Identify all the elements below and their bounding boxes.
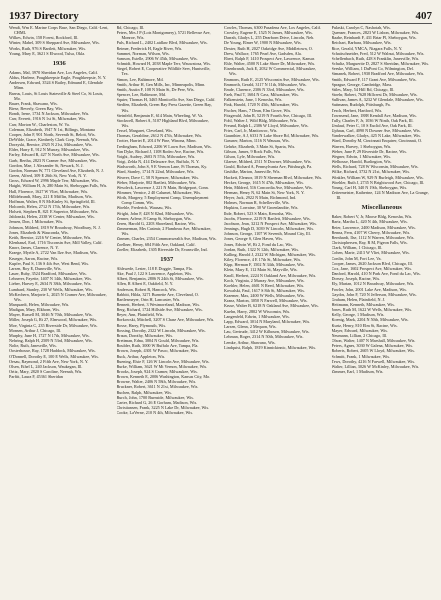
directory-entry: Zinmen, Charles, 2354 Commonwealth Ave, Madison, Wis. — [116, 236, 217, 242]
directory-entry: Woehle, Frederick, Wausau, Wis. — [116, 205, 173, 211]
directory-entry: Browne, Walter, 2406 N 58th, Milwaukee, Wis. — [116, 379, 197, 385]
directory-entry: Lieber, Harvey E, 2634 N 38th, Milwaukee, Wis. — [9, 281, 92, 287]
directory-entry: Gruhlke, Marion, Janesville, Wis. — [224, 169, 281, 175]
directory-entry: Zeitermeister, Katherine, 124 N Madison Ave, La Grange, Ill. — [331, 190, 429, 201]
directory-entry: Stedfen, Elizabeth, Green Bay Press Gazette, Green Bay, Wis. — [116, 102, 212, 113]
directory-entry: Bruckner, Robert, 3611 N 21st, Milwaukee, Wis. — [116, 384, 199, 390]
directory-entry: Gibson, James, 9 Rock Falls, Wis. — [224, 148, 282, 154]
directory-columns — [9, 25, 432, 598]
directory-entry: Lindquist, Ralph, 1819 Kinnickinnic, Milwaukee, Wis. — [224, 344, 317, 350]
directory-entry: Bauer, Frank, Shawano, Wis. — [9, 100, 58, 106]
directory-entry: Jacobson, Jean, 3212 N Prospect Ave, Milwaukee, Wis. — [224, 220, 317, 226]
directory-entry: Wirth, Margery, 5 Employment Comp, Unemployment Comp Comm, Wis. — [116, 195, 209, 206]
directory-entry: Cowles, Thomas, 6300 Pasadena Ave, Los Angeles, Calif. — [224, 25, 322, 30]
directory-entry: Danford, Harold, 410 N Park Ave, Fond du Lac, Wis. — [331, 271, 421, 277]
page-number: 407 — [415, 10, 432, 22]
directory-entry: Johnson, Mildred, 1819 W Broadway, Woodbury, N. J. — [9, 224, 101, 230]
directory-entry: Clark, William, 1 Chicago, Ill. — [331, 245, 383, 251]
directory-entry: Buening, Elsie F, 126 W Lincoln Ave, Milwaukee, Wis. — [116, 358, 210, 364]
directory-entry: Hopkins, Lorraine, 30 W Groenlandite, Wis. — [224, 205, 299, 211]
directory-entry: Stockwell, Robert A, 5107 Highland Blvd, Milwaukee, Wis. — [116, 117, 209, 128]
directory-entry: Zoellner, Henry, 684 Fifth Ave, Oakland, Calif. — [116, 241, 196, 247]
directory-entry: Fohl, Walter J, Wild Bldg, Milwaukee, Wis. — [224, 117, 298, 123]
directory-entry: Cox, Jane, 1602 Prospect Ave, Milwaukee, Wis. — [331, 265, 413, 271]
directory-entry: Ihde, Robert, 523 S Main, Kenosha, Wis. — [224, 210, 293, 216]
directory-entry: Tredingham, Edward, 2206 W Lawn Ave, Madison, Wis. — [116, 143, 212, 149]
directory-entry: Bartz, Martha L, 420 N 4th, Milwaukee, Wis. — [331, 219, 408, 225]
directory-entry: Weber, Marjorie, 802 Bartlett, Milwaukee, Wis. — [116, 179, 197, 185]
directory-entry: Kiley, Florence, 4 E 17th St, Milwaukee, Wis. — [224, 257, 302, 263]
section-heading: 1936 — [52, 59, 66, 67]
directory-entry: Beier, Lawrence, 2400 Madison, Milwaukee, Wis. — [331, 224, 416, 230]
directory-entry: Cohen, Marie, 2413 W Vliet, Milwaukee, Wis. — [331, 250, 410, 256]
directory-entry: Murphy, June H, 1727 N 17th, Milwaukee, Wis. — [9, 332, 90, 338]
directory-entry: Hackett, Eleanor, 1819 N Sherman Blvd, Milwaukee, Wis. — [224, 174, 323, 180]
directory-entry: Carr, Morton W., Charleston, W. Va. — [9, 121, 70, 127]
directory-entry: Smith, Edward F, 117 Grant Ave, Milwaukee, Wis. — [331, 76, 417, 82]
directory-entry: Roberts, Robert, 2605 W Lloyd, Milwaukee, Wis. — [331, 348, 415, 354]
directory-entry: Weber, June P, 29 Riverside Dr, Racine, Wis. — [331, 148, 407, 154]
directory-entry: Reichart, Barbara, Milwaukee, Wis. — [331, 40, 392, 46]
directory-entry: Pulaski, Carolyn C, Nashotah, Wis. — [331, 25, 391, 30]
directory-entry: Buck, Arthur, Appleton, Wis. — [116, 353, 166, 359]
directory-entry: Fischer, Hans, 7 Dean, Elm Grove, Wis. — [224, 107, 292, 113]
directory-entry: Lapp, Edward, 3014 N Maryland, Milwaukee, Wis. — [224, 318, 311, 324]
running-head — [9, 10, 432, 24]
directory-entry: Herman, Henry N, 62 Main St, New York, N. Y. — [224, 190, 305, 195]
directory-entry: Bennett, Herbert, 3 Westmoreland, Madison, Wis. — [116, 301, 201, 307]
directory-entry: Christiansen, Frank, 3225 N Lake Dr, Milwaukee, Wis. — [116, 405, 210, 411]
directory-entry: Walter, Lillian, 3026 W McKinley, Milwaukee, Wis. — [331, 363, 420, 369]
directory-entry: Spencer, Lee, Baltimore, Md. — [116, 92, 166, 98]
directory-entry: Larsen, Roy E, Dunnville, Wis. — [9, 265, 62, 271]
directory-entry: Gaydos, John F, 720 N Jefferson, Milwaukee, Wis. — [331, 291, 417, 297]
directory-entry: Wimmer, Vernice, 2 40 Calumet, Milwaukee, Wis. — [116, 190, 202, 195]
directory-entry: Aldus, Harlene, Poughkeepsie Eagle, Poughkeepsie, N. Y. — [9, 75, 107, 81]
directory-entry: Gehrke, Elizabeth, 3 Main St, Sparta, Wis. — [224, 143, 296, 149]
directory-entry: Cooke, LaVerne, 210 N 4th, Milwaukee, Wis. — [116, 410, 194, 416]
directory-entry: Rice, Gerald, YMCA, Niagara Falls, N. Y. — [331, 45, 403, 51]
directory-entry: Schmitt, Frank, 1 Milwaukee, Wis. — [331, 353, 391, 359]
directory-entry: Wendt, Wm E. Marine Corps Base, San Diego, Calif.-Lent, CHML — [9, 25, 109, 36]
directory-entry: Emmorth, Gerald, 3117 N 11th, Milwaukee, Wis. — [224, 81, 307, 87]
directory-entry: Sprague, George, Cambridge, Mass. — [331, 81, 393, 87]
directory-entry: Jones, Ruth M, 1622 W Wells, Milwaukee, Wis. — [331, 307, 413, 313]
directory-entry: Brown, Joseph, 4301 W Pasco, Milwaukee, Wis. — [116, 348, 199, 354]
directory-entry: Beyer, Ann, Plainfield, Wis. — [116, 312, 164, 318]
directory-entry: Fowler, John, 2001 Lake Ave, Madison, Wis. — [331, 286, 407, 292]
directory-entry: Cooper, James, 2620 Jackson Blvd, Chicago, Ill. — [331, 260, 413, 266]
directory-entry: Monsen, Arthur J, Chicago, Ill. — [9, 327, 62, 333]
directory-entry: Brettman, Edna, 3004 N Gould, Milwaukee, Wis. — [116, 338, 200, 344]
directory-entry: Suttmann, Rudolph, Pittsburgh, Pa. — [331, 102, 391, 108]
directory-entry: Madigan, Mary, Elkhorn, Wis. — [9, 307, 61, 313]
directory-entry: Zimmer, Earl, 1 Madison, Wis. — [331, 369, 384, 374]
directory-entry: Emde, Clarence, 2306 N 33rd, Milwaukee, Wis. — [224, 86, 305, 92]
directory-entry: Emmons, Ruth E, 2125 Wisconsin Ave, Milwaukee, Wis. — [224, 76, 320, 82]
directory-entry: Darrah, Gladys L, 255 Dearborn Drive, Lincoln, Neb. — [224, 35, 315, 41]
directory-entry: Green, Alfred, 309 E 26th St, New York, N. Y. — [9, 173, 87, 179]
directory-entry: Koenig, Mark, 2204 N 50th, Milwaukee, Wis. — [331, 317, 409, 323]
directory-entry: Lauer, Ruby, 3524 Bradford, Milwaukee, Wis. — [9, 271, 87, 277]
directory-entry: Kalling, Harold J, 2322 W Michigan, Milwaukee, Wis. — [224, 251, 316, 257]
directory-entry: Winkler, William W, 929 N Burleigh, Milwaukee, Wis. — [331, 174, 424, 180]
directory-entry: Kraemer, Max, 2400 W Wells, Milwaukee, Wis. — [224, 293, 305, 299]
directory-entry: Nolte, Ruth, Janesville, Wis. — [9, 343, 57, 349]
directory-entry: Biese, Beverly, Green Bay, Wis. — [9, 106, 63, 112]
directory-entry: Puls, Richard L, 2402 Laidlaw Blvd, Milwaukee, Wis. — [116, 40, 208, 46]
directory-entry: Bernhardt, Ilse, 1112 N Warren, Milwaukee, Wis. — [331, 234, 415, 240]
running-title: 1937 Directory — [9, 10, 79, 22]
directory-entry: Schultz, Marguerite D, 2827 S Sheridan, Milwaukee, Wis. — [331, 61, 430, 67]
directory-entry: Dorzyski, Bernice, 2925 N 21st, Milwaukee, Wis. — [9, 142, 93, 148]
directory-entry: Umlauf, Peter C, 10 S Euclid Ave, Oak Park, Ill. — [331, 122, 413, 128]
directory-entry: Baker, Robert V, Jr, Moose Bldg, Kenosha, Wis. — [331, 214, 413, 220]
directory-entry: Kraege, Myrtle A, 2722 Van Ilze Ave, Madison, Wis. — [9, 250, 98, 256]
directory-entry: Welhouse, Harold, Burlington, Wis. — [331, 159, 392, 165]
directory-entry: Holmes, Norman R, Schellerville, Wis. — [224, 200, 290, 206]
directory-entry: Woehler, Ruth J, 2735 N Brightwood Ave, Chicago, Ill. — [331, 179, 425, 185]
directory-entry: Van Dyke, Richard J, 1108 Rodeo Ave, Racine, Wis. — [116, 148, 205, 154]
directory-entry: Braun, Dorothy, Milwaukee, Wis. — [116, 332, 174, 338]
directory-entry: Anderson, Robert R, Hancock, Wis. — [116, 286, 177, 292]
directory-entry: Bosse, Harry, Plymouth, Wis. — [116, 322, 167, 328]
directory-entry: Ehle, Walter, 4500 N Lake Shore Dr, Milwaukee, Wis. — [224, 61, 316, 67]
directory-entry: Zenner, Arlene, 8 Camp St, Sheboygan, Wis. — [116, 215, 192, 221]
directory-entry: Townsend, Jane, 1888 Kendall Ave, Madison, Wis. — [331, 112, 417, 118]
directory-entry: Gross, Edward W, 2996 Maple Terr, Milwaukee, Wis. — [9, 178, 99, 184]
directory-entry: Miller, Joseph G, Rt 27, Elmwood, Milwaukee, Wis. — [9, 317, 98, 323]
directory-entry: Fitzgerald, John R, 5219 N Fourth Ave, Chicago, Ill. — [224, 112, 312, 118]
directory-entry: Lehman, Roger, 2314 N 50th, Milwaukee, Wis. — [224, 334, 304, 340]
directory-entry: Wadsworth, John S, 9 E Vernon Lane, Ft Thomas, Ky. — [116, 164, 208, 170]
directory-entry: Uphaus, Carl, 4090 N Downer Ave, Milwaukee, Wis. — [331, 128, 421, 134]
directory-entry: Carter, Richard G, 26 E Gorham, Madison, Wis. — [116, 399, 198, 405]
directory-entry: Neumann, Lillian, 2 Chicago, Ill. — [331, 332, 388, 338]
directory-entry: Steinfeld, Benjamin E, 614 Main, Wheeling, W. Va. — [116, 112, 204, 118]
directory-entry: Oesau, Raymond, 2 Fifth Ave, New York, N. Y. — [9, 358, 89, 364]
directory-entry: Freund, Ralph L, 2306 W Lloyd, Milwaukee, Wis. — [224, 122, 309, 128]
directory-entry: Jensen, Don, 1 Milwaukee, Wis. — [9, 219, 64, 225]
directory-entry: Hilldebrandt, Mary, 221 E Mifflin, Madison, Wis. — [9, 193, 93, 199]
directory-entry: Keith, Bernice, 2216 W Center, Milwaukee, Wis. — [9, 234, 92, 240]
directory-entry: Brown, Kenneth E, 2006 Washington, Kansas City, Mo. — [116, 374, 211, 380]
directory-entry: Ortiz, Mary, 2820 S Caroline, Neenah, Wis. — [9, 369, 83, 374]
directory-entry: Krueger, Aaron, Racine, Wis. — [9, 255, 59, 261]
directory-entry: Holsett, Stephen R, 821 E Superior, Milwaukee, Wis. — [9, 209, 99, 215]
directory-entry: Haight, William H, Jr, 280 Main St, Sheboygan Falls, Wis. — [9, 183, 108, 189]
directory-entry: Mayer, Russell M, 3046 N 70th, Milwaukee, Wis. — [9, 312, 93, 318]
directory-entry: Wells, Richard, 728 W Wisconsin, Milwaukee, Wis. — [331, 164, 419, 170]
directory-entry: Kupfer, Paul S, 136 S 4th Ave, West Bend, Wis. — [9, 260, 90, 266]
directory-entry: Buchen, Ralph, Milwaukee, Wis. — [116, 389, 172, 395]
directory-entry: Lemke, Arthur, Shawano, Wis. — [224, 339, 276, 345]
directory-entry: Fries, Carl, Jr, Manitowoc, Wis. — [224, 128, 278, 134]
directory-entry: Wesoleck, Lawrence J, 221 N Main, Bridgeport, Conn. — [116, 184, 209, 190]
directory-entry: Gaunthier, A J, 6331 N Lake Shore Rd, Milwaukee, Wis. — [224, 133, 320, 139]
directory-entry: Schellenbach, Ruth, 428 S Franklin, Janesville, Wis. — [331, 55, 420, 61]
directory-entry: Klein, Mary E, 112 Main St, Mayville, Wis. — [224, 267, 298, 273]
directory-entry: Burke, William, 3621 W Mt Vernon, Milwaukee, Wis. — [116, 363, 208, 369]
directory-entry: Marquardt, Helen, Milwaukee, Wis. — [9, 301, 70, 307]
directory-entry: Burch, John, 1700 Burnside, Milwaukee, Wis. — [116, 394, 194, 400]
directory-entry: Dexter, Ruth H, 2027 Oakridge Ave, Middletown, O. — [224, 45, 313, 51]
directory-entry: Samson, Estelle, 2906 W 45th, Milwaukee, Wis. — [116, 55, 198, 61]
directory-entry: Dorsey, Joseph, Racine, Wis. — [331, 276, 381, 282]
directory-entry: Jones, Elizabeth & Wauconda, Wis. — [9, 229, 69, 235]
directory-entry: Smith, Arthur H, Gen Mills, Inc, Minneapolis, Minn. — [116, 81, 206, 87]
directory-entry: De Young, Elmer W, 1900 N Milwaukee, Wis. — [224, 40, 302, 46]
directory-entry: Sullivan, James A, 3232 W Glendale, Milwaukee, Wis. — [331, 97, 424, 103]
directory-entry: Wilkes, Edwin, 158 Forest, Rockford, Ill. — [9, 35, 79, 41]
directory-entry: Seeske, William, 1 DuPont Co, Wilmington, Del. — [331, 66, 414, 72]
directory-entry: Voight, Audrey, 2603 N 57th, Milwaukee, Wis. — [116, 153, 196, 159]
directory-column-4 — [332, 25, 433, 598]
directory-entry: Faeh, Paul T, 1604 N Cass, Milwaukee, Wis. — [224, 92, 299, 98]
directory-entry: Voigt, Zelda N, 414 Delaware Ave, Buffalo, N. Y. — [116, 159, 200, 165]
directory-entry: Warren, Harvey, 1 Sheboygan, Wis. — [331, 143, 392, 149]
directory-entry: Kuehn, Harry, 2802 W Wisconsin, Wis. — [224, 308, 291, 314]
directory-entry: Stoehr, Robert, 7628 Hillcrest Dr, Milwaukee, Wis. — [331, 92, 418, 98]
directory-entry: Falkenstein, Jane, 1 Kenosha, Wis. — [224, 97, 283, 103]
directory-entry: Brooks, Joseph, 924 S Cramer, Milwaukee, Wis. — [116, 369, 198, 374]
directory-entry: Tesch, Herbert, Hartford, Wis. — [331, 107, 383, 113]
directory-entry: Bossing, Dorothy, 2322 W Lincoln, Milwaukee, Wis. — [116, 327, 206, 333]
directory-entry: Johnson, George, 1107 W Seventh, Mound City, Ill. — [224, 231, 311, 237]
directory-entry: Jennings, Hugh D, 3039 W Lincoln, Milwaukee, Wis. — [224, 226, 315, 232]
directory-column-2 — [117, 25, 218, 598]
directory-entry: Zeren, Harold G, 2203 Shoreland, Racine, Wis. — [116, 220, 196, 226]
directory-entry: Knorr, James, Clarence, N. Y. — [9, 245, 59, 251]
directory-entry: Olsen, Ethel L, 240 Jackson, Waukegan, Ill. — [9, 363, 83, 369]
directory-entry: Trotter, Harriet E, 2014 W Pine, Winona, Minn. — [116, 138, 197, 144]
directory-entry: Heitmann, Kenneth, Milwaukee, Wis. — [331, 301, 395, 307]
directory-entry: Zoeller, Elizabeth, 1305 Riverside Dr, Evansville, Ind. — [116, 246, 208, 252]
directory-entry: Lau, Gertrude, 3412 W Kilbourn, Milwaukee, Wis. — [224, 329, 310, 335]
directory-entry: Wegner, Edwin, 1 Milwaukee, Wis. — [331, 153, 391, 159]
directory-entry: Quenzer, Frances, 2823 W Lisbon, Milwaukee, Wis. — [331, 30, 420, 36]
directory-entry: Squier, Thomas H, 3465 Monticello Ave, San Diego, Calif. — [116, 97, 216, 103]
directory-entry: Reimer, Frederick H, Eagle River, Wis. — [116, 45, 183, 51]
directory-entry: Parfitt, Laura F, 45361 Sheridan — [9, 374, 63, 380]
directory-entry: Jablonski, Helen, 2338 W Center, Milwaukee, Wis. — [9, 214, 95, 220]
directory-entry: Olson, Walter, 1407 N Marshall, Milwaukee, Wis. — [331, 338, 416, 344]
directory-entry: Stiles, Mary, 54 Hill Rd, Chicago, Ill. — [331, 86, 395, 92]
directory-entry: Kurtz, Henry, 810 Elm St, Racine, Wis. — [331, 322, 398, 328]
directory-entry: Kelly, George, 1 Madison, Wis. — [331, 312, 385, 318]
directory-entry: Vanderwalker, Gladys, 425 N Lake, Milwaukee, Wis. — [331, 133, 421, 139]
directory-entry: Nehring, Ralph H, 2509 N 53rd, Milwaukee, Wis. — [9, 338, 93, 344]
directory-entry: Bartlesmeyer, Orin H, Lancaster, Wis. — [116, 296, 181, 302]
directory-entry: Borkowski, Mitchell, 3207 S Chase Ave, Milwaukee, Wis. — [116, 317, 215, 323]
directory-entry: Hein, Mildred, 516 Concordia Ave, Milwaukee, Wis. — [224, 184, 313, 190]
directory-entry: Gordon, Mae, 1 Alexander St, Newark, N. J. — [9, 162, 84, 168]
directory-entry: Hoffman, Walter, 8 N McKinley St, Springfield, Ill. — [9, 198, 96, 204]
directory-entry: Young, Mary E, 3621 S Elwood, Tulsa, Okla. — [9, 50, 86, 56]
directory-entry: Wright, John F, 428 N 82nd, Milwaukee, Wis. — [116, 210, 194, 216]
directory-entry: Carr, Everett, 1916 N 1st St, Milwaukee, Wis. — [9, 116, 87, 122]
directory-entry: Klenhanzl, Earl, 1716 Tisconsin Ave, Mill Valley, Calif. — [9, 240, 103, 246]
directory-entry: Kipp, Herman F, 1502 N 34th, Milwaukee, Wis. — [224, 262, 305, 268]
directory-entry: Holcomb, Helen, 2712 N 17th, Milwaukee, Wis. — [9, 204, 91, 209]
directory-entry: Gassner, Marion, 1116 N Wausau, Wis. — [224, 138, 290, 144]
directory-entry: Larsen, Glenn, 2 Mequon, Wis. — [224, 324, 277, 330]
directory-entry: Albert, Benjamin, 2806 N 24th St, Milwaukee, Wis. — [116, 276, 204, 282]
directory-entry: Tessel, Margaret, Cleveland, Wis. — [116, 128, 173, 134]
directory-entry: Langenfeld, Edwin, 1 Milwaukee, Wis. — [224, 313, 290, 319]
directory-entry: Fink, Harold, 1720 N 45th, Milwaukee, Wis. — [224, 102, 300, 108]
directory-entry: Zimmerman, Mrs Casimir, 2 Flambeau Ave, Milwaukee, Wis. — [116, 226, 212, 237]
directory-entry: Ake, Paul J, 122 S Lawrence, Appleton, Wis. — [116, 271, 193, 277]
directory-entry: DeWilde, Grace, Kimberly Clark Corp, Neenah, Wis. — [9, 136, 99, 142]
directory-entry: Elder, Harry E, 912 N Murray, Milwaukee, Wis. — [9, 147, 90, 153]
directory-entry: Simanek, Robert, 1930 Bradford Ave, Milwaukee, Wis. — [331, 71, 425, 77]
directory-entry: Conlin, John M, Fort Lee, Va. — [331, 255, 382, 261]
directory-entry: Tully, Charles F, Jr, 1036 W Ninth, Oak Park, Ill. — [331, 117, 414, 123]
directory-entry: Schmidt, Howard H, 2038 Maple Terr, Wauwatosa, Wis. — [116, 61, 211, 67]
directory-entry: Cooper, John F, 901 North, Seventh St, Beloit, Wis. — [9, 131, 96, 137]
directory-entry: Gilson, Lyle, Milwaukee, Wis. — [224, 153, 276, 159]
directory-entry: Babbitt, Hilda, 3271 Burnette Ave, Cleveland, O. — [116, 291, 199, 297]
directory-entry: Coleman, Elizabeth, 1947 N 1st, Billings, Montana — [9, 126, 95, 132]
directory-column-3 — [224, 25, 325, 598]
directory-entry: Jordan, Ruth, 1322 N 12th, Milwaukee, Wis. — [224, 246, 300, 252]
directory-entry: Benna, Fern, 4107 W Cherry, Milwaukee, Wis. — [331, 229, 411, 235]
directory-entry: Peters, Mrs J P (Lois Montgomery), 5721 Bellevue Ave, Monroe, Wis. — [116, 30, 211, 41]
directory-entry: Kranz, Marion, 3050 N Farwell, Milwaukee, Wis. — [224, 298, 308, 304]
directory-entry: Christophersen, Ray, R M, Pigeon Falls, Wis. — [331, 240, 408, 246]
directory-entry: Oosterhouse, Ray, 1728 Haddock, Milwaukee, Wis. — [9, 348, 96, 354]
directory-column-1 — [9, 25, 110, 598]
directory-entry: Wilke, Richard, 3732 N 21st, Milwaukee, Wis. — [331, 169, 411, 175]
directory-entry: Bondt, Irene, 1734 N Jackson, Milwaukee, Wis. — [9, 111, 90, 117]
directory-entry: Drew, Wallace, 1765 Pearl Ave, Gadsden, Ala. — [224, 50, 302, 56]
directory-entry: Ahlswede, Lester, 118 E Doggie, Tampa, Fla. — [116, 265, 193, 271]
directory-entry: Jones, Edwin W, Rt 2, Fond du Lac, Wis. — [224, 241, 293, 247]
directory-entry: Tews, Dorothy, 4216 N Farwell, Milwaukee, Wis. — [331, 358, 416, 364]
directory-entry: Winter, Mabel, 309 S Sheppard Ave, Milwaukee, Wis. — [9, 40, 100, 46]
directory-entry: Ebert, Ralph F, 1410 Prospect Ave, Lawrence, Kansas — [224, 55, 315, 61]
directory-entry: Koehler, Helen, 4601 N Reed, Milwaukee, Wis. — [224, 282, 305, 288]
directory-entry: Hall, Florence, 1627 W Vliet, Milwaukee, Wis. — [9, 188, 89, 194]
directory-entry: Graham, Helen, Plainfield, N. J. — [331, 296, 386, 302]
directory-entry: Jacobs, Florence, 2219 N Bartlett, Milwaukee, Wis. — [224, 215, 311, 221]
directory-entry: Rd, Chicago, Ill. — [116, 25, 145, 30]
directory-entry: Garb, Bertha, 2823 N Cramer Ave, Milwaukee, Wis. — [9, 157, 97, 163]
directory-entry: Simon, Lee, Baltimore, Md. — [116, 76, 164, 82]
directory-entry: Gordon, Norman W, 771 Cleveland Ave, Elizabeth, N. J. — [9, 167, 104, 173]
directory-entry: Boulder, Ruth, 3000 W Buffalo Ave, Tampa, Fla. — [116, 343, 199, 349]
directory-entry: Koch, Virginia, 2 Murray Ave, Milwaukee, Wis. — [224, 277, 305, 283]
directory-entry: Heyer, Jack, 2922 N Main, Richmond, Ind. — [224, 195, 297, 201]
directory-entry: Hecker, George, 1615 N 47th, Milwaukee, Wis. — [224, 179, 304, 185]
directory-entry: Andersen, Edward, 3524 S Bailey, Edmund E, Glendale Minn. — [9, 80, 103, 91]
directory-entry: Ward, Stanley, 1714 N 22nd, Milwaukee, Wis. — [116, 169, 195, 175]
directory-entry: Sammet, Norman, Wilson, Wis. — [116, 50, 170, 56]
directory-entry: Ely, Marian, 1012 N Broadway, Milwaukee, Wis. — [331, 281, 415, 287]
section-heading: Miscellaneous — [361, 204, 402, 212]
directory-entry: Schattschneider, Fred, 512 W Walnut, Milwaukee, Wis. — [331, 50, 425, 56]
directory-entry: Peters, Agnes, 3030 W Galena, Milwaukee, Wis. — [331, 343, 414, 349]
directory-entry: Allen, R Albert E, Oakfield, N. Y. — [116, 281, 174, 287]
directory-entry: Jones, George S, Glen Haven, Wis. — [224, 236, 283, 242]
directory-entry: Mayer, Edward, Milwaukee, Wis. — [331, 327, 388, 333]
directory-entry: O'Donnell, Dorothy E, 100 E Wells, Milwaukee, Wis. — [9, 353, 99, 359]
directory-entry: Barrus, Louis, St Louis Statesville & Steel Co, St Louis, Mo. — [9, 90, 104, 101]
directory-entry: Crowley, Eugene E, 1525 N James, Milwaukee, Wis. — [224, 30, 313, 36]
directory-entry: Kruse, Walter B, 6218 N Oakland Ave, Milwaukee, Wis. — [224, 303, 319, 309]
directory-entry: Kowalski, Paul, 1617 S 8th St, Milwaukee, Wis. — [224, 287, 305, 293]
section-heading: 1937 — [160, 255, 174, 263]
directory-entry: Young, Carl H, 340 N 19th, Sheboygan, Wis. — [331, 184, 408, 190]
directory-entry: Lehnerer, Fayette, 1407 N 14th, Milwaukee, Wis. — [9, 276, 92, 282]
directory-entry: Moe, Virginia C, 235 Riverside Dr, Milwaukee, Wis. — [9, 322, 98, 328]
directory-entry: Knoll, Herbert, 2224 N Oakland Ave, Milwaukee, Wis. — [224, 272, 317, 278]
directory-entry: Lumbard, Stanley, 230 W Wells, Milwaukee, Wis. — [9, 286, 93, 292]
directory-entry: Eisenbrandt, Jack E, 2032 W Commercial, Milwaukee, Wis. — [224, 66, 317, 77]
directory-entry: Smith, Austin F, 108 N Main St, De Pere, Wis. — [116, 86, 195, 92]
directory-entry: Glaeser, Mildred, 2511 N Downer, Milwaukee, Wis. — [224, 159, 312, 165]
directory-entry: Ward, Dorothy M, Cincinnati Enquirer, Cincinnati, O. — [331, 138, 423, 144]
directory-entry: Thomas, Geraldine, 2612 N 47th, Milwaukee, Wis. — [116, 133, 203, 139]
directory-entry: Siegel, Robert E, Cooperative Wildlife Serv, Huntsville, Tex. — [116, 66, 211, 77]
directory-entry: Weaver, Dave C, 58 N Spencer, Milwaukee, Wis. — [116, 174, 200, 180]
directory-entry: Adams, Mal, 3970 Sheridan Ave, Los Angeles, Calif. — [9, 69, 99, 75]
directory-entry: Farley, Edward R, 427 N North Ave, Milwaukee, Wis. — [9, 152, 100, 158]
directory-entry: Works, Ruth, 976 S Bartlett, Milwaukee, Wis. — [9, 45, 86, 51]
directory-entry: McKechern, Marjorie L, 2025 N Cramer Ave, Milwaukee, Wis. — [9, 291, 107, 302]
directory-entry: Raabe, Reinhardt F, 431 Briar Pl, Sheboygan, Wis. — [331, 35, 417, 41]
directory-entry: Gould, Richard A, Pennsylvania Ave, Pittsburgh, Pa. — [224, 164, 313, 170]
directory-entry: Berg, Richard, 1724 Hillside Ave, Milwaukee, Wis. — [116, 307, 203, 313]
